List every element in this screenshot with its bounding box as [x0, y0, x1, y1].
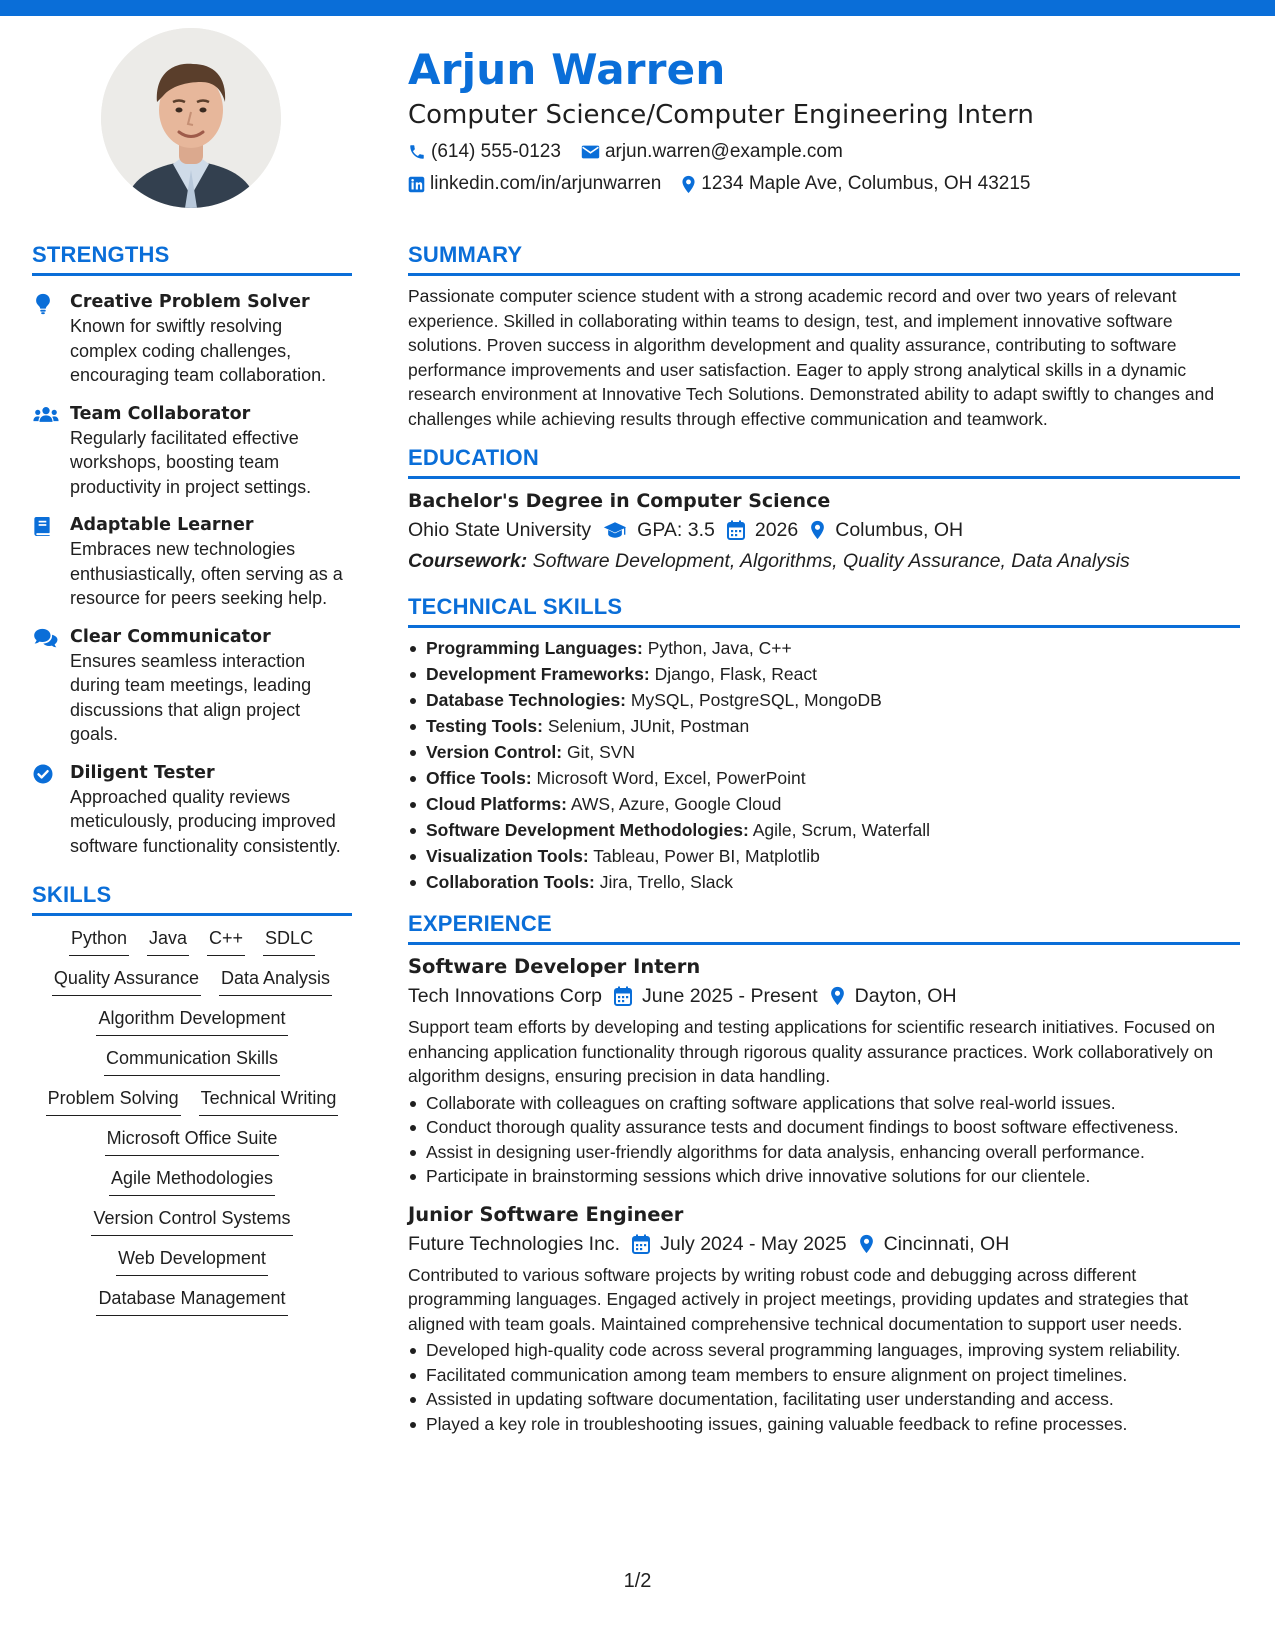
skill-row	[32, 1086, 352, 1116]
skill-tag: Web Development	[116, 1246, 268, 1276]
job-company-item	[408, 981, 602, 1011]
address-text: 1234 Maple Ave, Columbus, OH 43215	[701, 173, 1031, 194]
contact-row-2	[408, 171, 1238, 197]
job-bullet: Conduct thorough quality assurance tests and document findings to boost software effectiveness.	[408, 1115, 1240, 1140]
map-marker-icon	[810, 520, 825, 540]
tech-skill-label: Version Control:	[426, 742, 563, 762]
skill-tag: Java	[147, 926, 189, 956]
contact-row-1	[408, 139, 1238, 165]
job-bullet: Assisted in updating software documentation, facilitating user understanding and access.	[408, 1387, 1240, 1412]
job-location: Cincinnati, OH	[883, 1232, 1010, 1255]
job-company-item	[408, 1229, 620, 1259]
education-heading: EDUCATION	[408, 445, 539, 470]
tech-skill-value: Tableau, Power BI, Matplotlib	[593, 846, 820, 866]
skill-tag: Database Management	[96, 1286, 287, 1316]
skill-row	[32, 1206, 352, 1236]
job-dates: July 2024 - May 2025	[660, 1232, 847, 1255]
skill-tag: Algorithm Development	[96, 1006, 287, 1036]
tech-skill-label: Programming Languages:	[426, 638, 643, 658]
skill-tag: Technical Writing	[199, 1086, 339, 1116]
technical-skill-item	[408, 791, 1240, 817]
skill-tag: SDLC	[263, 926, 315, 956]
technical-skills-rule	[408, 625, 1240, 628]
top-accent-bar	[0, 0, 1275, 16]
summary-rule	[408, 273, 1240, 276]
education-year: 2026	[754, 519, 799, 541]
strengths-heading: STRENGTHS	[32, 242, 170, 267]
graduation-cap-icon	[603, 521, 627, 539]
profile-photo-illustration	[101, 28, 281, 208]
skill-row	[32, 966, 352, 996]
education-year-item	[727, 515, 798, 545]
technical-skill-item	[408, 869, 1240, 895]
skill-row	[32, 1286, 352, 1316]
address-item	[681, 171, 1030, 197]
coursework-label: Coursework:	[408, 550, 528, 572]
skill-row	[32, 1166, 352, 1196]
summary-text: Passionate computer science student with a strong academic record and over two years of relevant experience. Skilled in collaborating within teams to design, test, and implement innovative software solutions. Proven success in algorithm development and quality assurance, contributing to software performance improvements and user satisfaction. Eager to apply strong analytical skills in a dynamic research environment at Innovative Tech Solutions. Demonstrated ability to adapt swiftly to changes and challenges while achieving results through effective communication and teamwork.	[408, 286, 1215, 429]
strength-item	[32, 290, 352, 388]
linkedin-text[interactable]: linkedin.com/in/arjunwarren	[430, 173, 662, 194]
tech-skill-label: Office Tools:	[426, 768, 532, 788]
linkedin-item	[408, 171, 661, 197]
calendar-icon	[632, 1234, 650, 1254]
job-dates-item	[632, 1229, 846, 1259]
email-item	[581, 139, 843, 165]
technical-skill-item	[408, 765, 1240, 791]
technical-skill-item	[408, 713, 1240, 739]
tech-skill-label: Visualization Tools:	[426, 846, 589, 866]
job-bullet: Facilitated communication among team members to ensure alignment on project timelines.	[408, 1363, 1240, 1388]
profile-photo	[101, 28, 281, 208]
summary-heading: SUMMARY	[408, 242, 523, 267]
skill-tag: Data Analysis	[219, 966, 332, 996]
job-summary: Support team efforts by developing and testing applications for scientific research initiatives. Focused on enhancing application functionality through rigorous quality assurance practices. Work collaboratively on algorithm designs, ensuring precision in data handling.	[408, 1017, 1216, 1086]
technical-skill-item	[408, 817, 1240, 843]
strength-title: Adaptable Learner	[70, 515, 254, 535]
tech-skill-value: Python, Java, C++	[647, 638, 792, 658]
left-column	[32, 240, 352, 1316]
calendar-icon	[614, 986, 632, 1006]
strength-title: Team Collaborator	[70, 403, 251, 424]
job-bullet: Participate in brainstorming sessions which drive innovative solutions for our clientele.	[408, 1164, 1240, 1189]
candidate-name: Arjun Warren	[408, 45, 726, 94]
calendar-icon	[727, 520, 745, 540]
tech-skill-value: Microsoft Word, Excel, PowerPoint	[536, 768, 806, 788]
check-circle-icon	[33, 764, 53, 784]
job-location-item	[859, 1229, 1010, 1259]
job-bullets	[408, 1091, 1240, 1189]
job-title: Software Developer Intern	[408, 955, 701, 978]
education-meta	[408, 515, 1240, 545]
education-gpa: GPA: 3.5	[637, 519, 715, 541]
skills-rule	[32, 913, 352, 916]
strength-description: Known for swiftly resolving complex coding challenges, encouraging team collaboration.	[70, 316, 327, 385]
education-school-item	[408, 515, 591, 545]
job-location-item	[830, 981, 957, 1011]
tech-skill-value: Selenium, JUnit, Postman	[547, 716, 750, 736]
strength-item	[32, 625, 352, 747]
technical-skill-item	[408, 635, 1240, 661]
tech-skill-value: Git, SVN	[567, 742, 636, 762]
job-bullets	[408, 1338, 1240, 1436]
education-location-item	[810, 515, 963, 545]
experience-heading: EXPERIENCE	[408, 911, 552, 936]
technical-skills-list	[408, 635, 1240, 895]
job-bullet: Developed high-quality code across several programming languages, improving system reliability.	[408, 1338, 1240, 1363]
skill-row	[32, 926, 352, 956]
map-marker-icon	[859, 1234, 874, 1254]
job-meta	[408, 1229, 1240, 1259]
experience-rule	[408, 942, 1240, 945]
strength-item	[32, 513, 352, 611]
lightbulb-icon	[33, 293, 53, 315]
skill-tag: C++	[207, 926, 245, 956]
job-location: Dayton, OH	[854, 985, 957, 1007]
job-dates-item	[614, 981, 818, 1011]
tech-skill-label: Development Frameworks:	[426, 664, 650, 684]
skill-row	[32, 1006, 352, 1036]
job-bullet: Assist in designing user-friendly algorithms for data analysis, enhancing overall performance.	[408, 1140, 1240, 1165]
tech-skill-label: Software Development Methodologies:	[426, 820, 749, 840]
strength-description: Regularly facilitated effective workshops, boosting team productivity in project settings.	[70, 427, 312, 497]
job-bullet: Collaborate with colleagues on crafting software applications that solve real-world issues.	[408, 1091, 1240, 1116]
comments-icon	[33, 628, 59, 648]
strength-title: Creative Problem Solver	[70, 292, 310, 312]
education-rule	[408, 476, 1240, 479]
users-icon	[33, 405, 59, 425]
strength-item	[32, 402, 352, 500]
skill-tag: Quality Assurance	[52, 966, 201, 996]
tech-skill-value: Jira, Trello, Slack	[599, 872, 733, 892]
skill-row	[32, 1126, 352, 1156]
strength-description: Embraces new technologies enthusiastically, often serving as a resource for peers seeking help.	[70, 539, 343, 608]
skill-tag: Problem Solving	[46, 1086, 181, 1116]
tech-skill-label: Database Technologies:	[426, 690, 627, 710]
strength-description: Ensures seamless interaction during team meetings, leading discussions that align project goals.	[70, 650, 312, 744]
coursework-list: Software Development, Algorithms, Quality Assurance, Data Analysis	[532, 550, 1130, 572]
job-dates: June 2025 - Present	[642, 985, 818, 1007]
skill-tag: Version Control Systems	[91, 1206, 292, 1236]
book-icon	[33, 516, 51, 537]
technical-skill-item	[408, 661, 1240, 687]
strength-item	[32, 761, 352, 859]
candidate-title: Computer Science/Computer Engineering Intern	[408, 100, 1034, 130]
education-gpa-item	[603, 515, 715, 545]
job-summary: Contributed to various software projects by writing robust code and debugging across different programming languages. Engaged actively in project meetings, providing updates and strategies that aligned with team goals. Maintained comprehensive technical documentation to support user needs.	[408, 1264, 1189, 1334]
education-coursework	[408, 546, 1240, 576]
technical-skills-heading: TECHNICAL SKILLS	[408, 594, 623, 619]
skill-row	[32, 1246, 352, 1276]
strengths-rule	[32, 273, 352, 276]
job-bullet: Played a key role in troubleshooting issues, gaining valuable feedback to refine processes.	[408, 1412, 1240, 1437]
phone-text: (614) 555-0123	[431, 141, 561, 162]
tech-skill-value: MySQL, PostgreSQL, MongoDB	[630, 690, 882, 710]
right-column	[408, 240, 1240, 1436]
education-location: Columbus, OH	[835, 519, 964, 541]
skill-tag: Python	[69, 926, 129, 956]
technical-skill-item	[408, 843, 1240, 869]
skills-heading: SKILLS	[32, 882, 112, 907]
phone-item	[408, 139, 561, 165]
tech-skill-value: Agile, Scrum, Waterfall	[752, 820, 931, 840]
education-school: Ohio State University	[408, 519, 592, 541]
tech-skill-label: Cloud Platforms:	[426, 794, 567, 814]
strength-title: Diligent Tester	[70, 762, 215, 783]
resume-header	[408, 42, 1238, 197]
skill-tag: Microsoft Office Suite	[105, 1126, 280, 1156]
job-title: Junior Software Engineer	[408, 1202, 684, 1226]
technical-skill-item	[408, 739, 1240, 765]
tech-skill-label: Testing Tools:	[426, 716, 543, 736]
skill-row	[32, 1046, 352, 1076]
map-marker-icon	[681, 175, 696, 194]
page-number: 1/2	[623, 1570, 652, 1592]
email-text[interactable]: arjun.warren@example.com	[604, 141, 843, 162]
skill-tag: Agile Methodologies	[109, 1166, 275, 1196]
strength-title: Clear Communicator	[70, 626, 271, 647]
skill-tag: Communication Skills	[104, 1046, 280, 1076]
job-company: Future Technologies Inc.	[408, 1232, 621, 1255]
job-meta	[408, 981, 1240, 1011]
tech-skill-value: AWS, Azure, Google Cloud	[570, 794, 782, 814]
technical-skill-item	[408, 687, 1240, 713]
tech-skill-label: Collaboration Tools:	[426, 872, 595, 892]
strength-description: Approached quality reviews meticulously, producing improved software functionality consistently.	[70, 786, 341, 856]
job-company: Tech Innovations Corp	[408, 985, 603, 1007]
map-marker-icon	[830, 986, 845, 1006]
linkedin-icon	[408, 176, 425, 193]
tech-skill-value: Django, Flask, React	[654, 664, 817, 684]
envelope-icon	[581, 144, 600, 160]
skills-list	[32, 926, 352, 1316]
phone-icon	[408, 143, 426, 161]
education-degree: Bachelor's Degree in Computer Science	[408, 490, 831, 512]
